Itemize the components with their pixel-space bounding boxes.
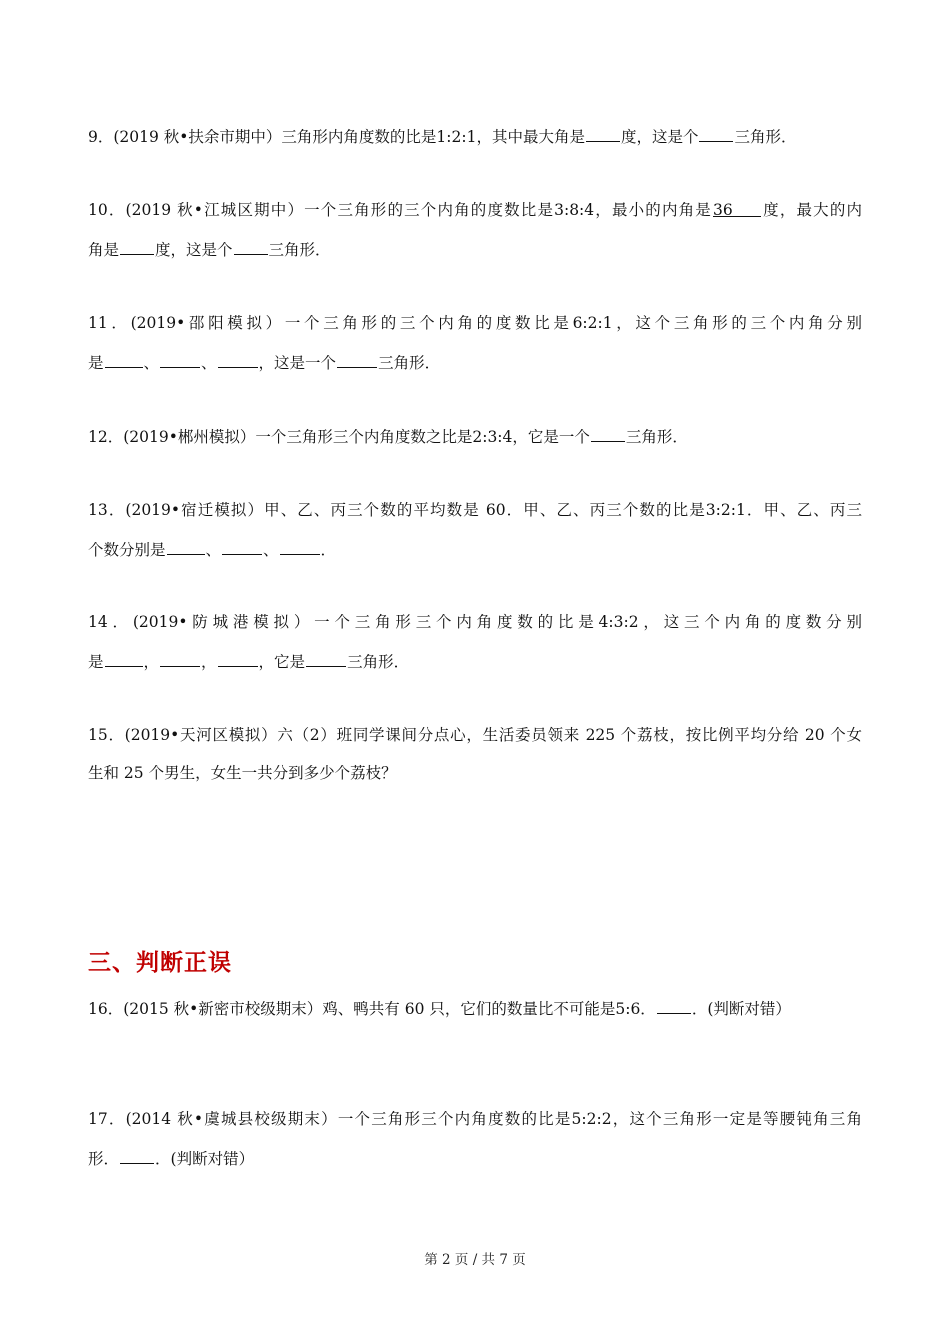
separator: 、 xyxy=(143,354,160,372)
separator: ， xyxy=(143,653,160,671)
q11-text-a: 11．(2019•邵阳模拟）一个三角形的三个内角的度数比是6:2:1，这个三角形的三个内角分别 xyxy=(88,314,862,332)
answer-blank[interactable] xyxy=(280,537,320,555)
q14-text-a: 14．(2019•防城港模拟）一个三角形三个内角度数的比是4:3:2，这三个内角的度数分别 xyxy=(88,613,862,631)
answer-blank[interactable] xyxy=(120,237,154,255)
q10-text-a: 10．(2019 秋•江城区期中）一个三角形的三个内角的度数比是3:8:4，最小的内角是 xyxy=(88,201,712,219)
q17-text-a: 17．(2014 秋•虞城县校级期末）一个三角形三个内角度数的比是5:2:2，这个三角形一定是等腰钝角三角 xyxy=(88,1110,862,1128)
question-11-line-2 xyxy=(88,350,862,374)
question-13-line-2 xyxy=(88,537,862,561)
q10-text-b: 度，最大的内 xyxy=(761,201,862,219)
q11-text-d: 三角形． xyxy=(378,354,441,372)
question-12 xyxy=(88,424,862,448)
q16-text-b: ．(判断对错） xyxy=(691,1000,791,1018)
answer-blank[interactable] xyxy=(160,350,200,368)
answer-blank[interactable] xyxy=(120,1146,154,1164)
answer-blank[interactable] xyxy=(222,537,262,555)
q17-text-c: ．(判断对错） xyxy=(155,1150,255,1168)
answer-blank[interactable] xyxy=(218,649,258,667)
question-14-line-2 xyxy=(88,649,862,673)
q14-text-c: ，它是 xyxy=(258,653,306,671)
q12-text-b: 三角形． xyxy=(625,428,688,446)
question-15-line-2 xyxy=(88,762,862,784)
question-13-line-1 xyxy=(88,499,862,521)
q15-text-a: 15．(2019•天河区模拟）六（2）班同学课间分点心，生活委员领来 225 个荔枝，按比例平均分给 20 个女 xyxy=(88,726,862,744)
answer-blank[interactable] xyxy=(105,350,143,368)
q10-text-e: 三角形． xyxy=(268,241,331,259)
answer-blank[interactable] xyxy=(657,996,691,1014)
q13-text-a: 13．(2019•宿迁模拟）甲、乙、丙三个数的平均数是 60．甲、乙、丙三个数的比是3:2:1．甲、乙、丙三 xyxy=(88,501,862,519)
q9-text-b: 度，这是个 xyxy=(620,128,699,146)
question-17-line-2 xyxy=(88,1146,862,1170)
q10-text-d: 度，这是个 xyxy=(155,241,233,259)
q10-text-c: 角是 xyxy=(88,241,120,259)
answer-blank[interactable] xyxy=(167,537,205,555)
q15-text-b: 生和 25 个男生，女生一共分到多少个荔枝？ xyxy=(88,764,397,782)
q13-text-c: ． xyxy=(320,541,337,559)
question-17-line-1 xyxy=(88,1108,862,1130)
answer-blank[interactable] xyxy=(306,649,346,667)
question-9 xyxy=(88,124,862,148)
question-10-line-1 xyxy=(88,199,862,221)
q10-answer-blank[interactable]: 36 xyxy=(713,199,761,217)
question-14-line-1 xyxy=(88,611,862,633)
q16-text-a: 16．(2015 秋•新密市校级期末）鸡、鸭共有 60 只，它们的数量比不可能是5:6． xyxy=(88,1000,656,1018)
answer-blank[interactable] xyxy=(160,649,200,667)
separator: ， xyxy=(201,653,217,671)
answer-blank[interactable] xyxy=(699,124,733,142)
q14-text-b: 是 xyxy=(88,653,104,671)
separator: 、 xyxy=(201,354,217,372)
answer-blank[interactable] xyxy=(105,649,143,667)
answer-blank[interactable] xyxy=(591,424,625,442)
question-10-line-2 xyxy=(88,237,862,261)
q14-text-d: 三角形． xyxy=(347,653,410,671)
section-heading: 三、判断正误 xyxy=(88,950,232,976)
q11-text-b: 是 xyxy=(88,354,104,372)
question-16 xyxy=(88,996,862,1020)
q11-text-c: ，这是一个 xyxy=(258,354,337,372)
q9-text-a: 9．(2019 秋•扶余市期中）三角形内角度数的比是1:2:1，其中最大角是 xyxy=(88,128,585,146)
question-11-line-1 xyxy=(88,312,862,334)
q9-text-c: 三角形． xyxy=(734,128,797,146)
answer-blank[interactable] xyxy=(337,350,377,368)
question-15-line-1 xyxy=(88,724,862,746)
answer-blank[interactable] xyxy=(586,124,620,142)
answer-blank[interactable] xyxy=(234,237,268,255)
page-footer: 第 2 页 / 共 7 页 xyxy=(424,1252,526,1268)
q12-text-a: 12．(2019•郴州模拟）一个三角形三个内角度数之比是2:3:4，它是一个 xyxy=(88,428,590,446)
answer-blank[interactable] xyxy=(218,350,258,368)
separator: 、 xyxy=(205,541,222,559)
separator: 、 xyxy=(263,541,279,559)
q13-text-b: 个数分别是 xyxy=(88,541,166,559)
q17-text-b: 形． xyxy=(88,1150,120,1168)
